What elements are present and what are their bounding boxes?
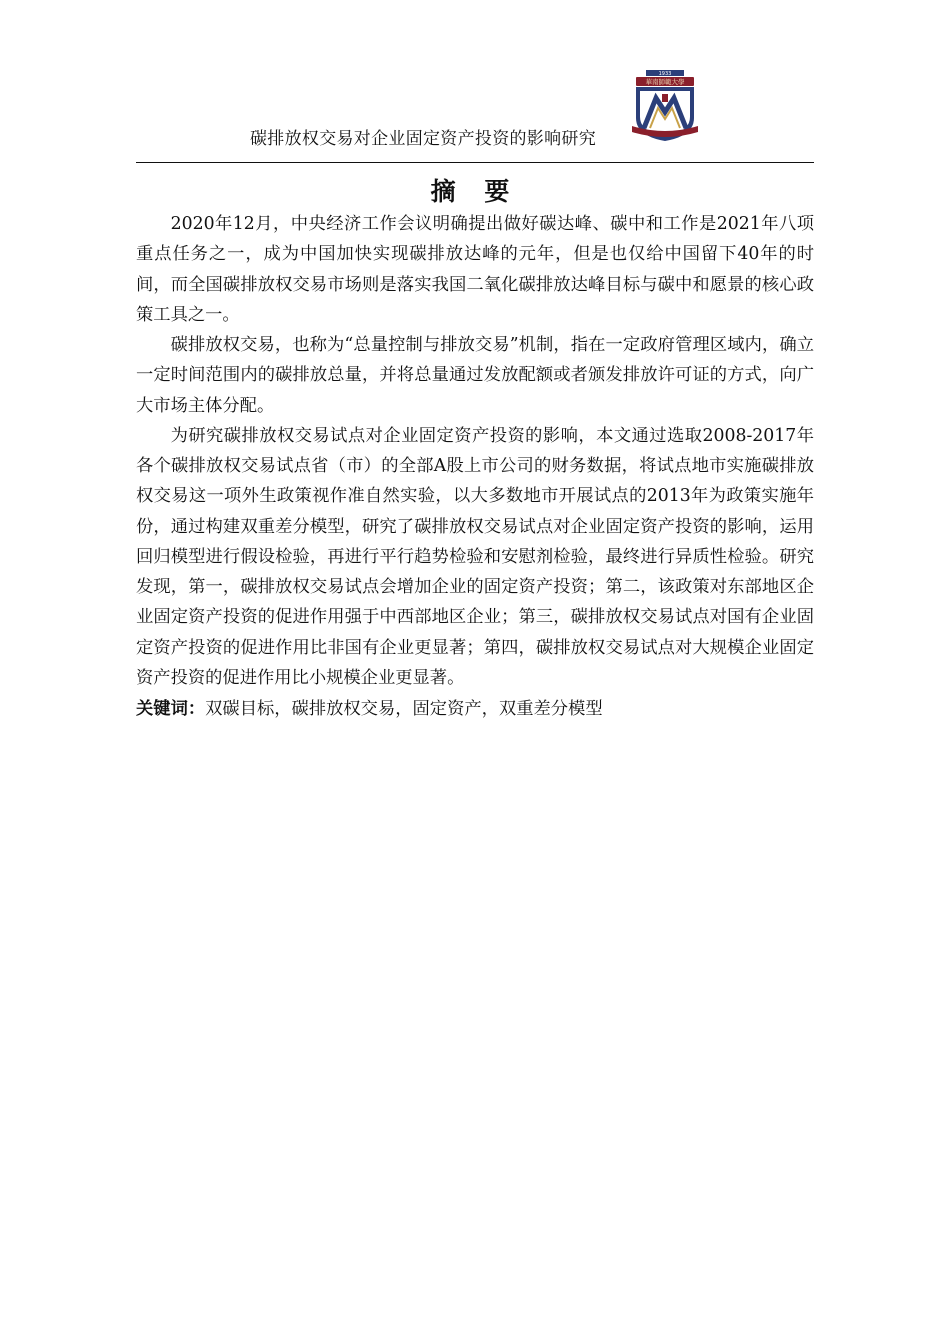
logo-name: 華南師範大學	[645, 78, 685, 86]
keywords-line	[136, 694, 814, 724]
abstract-body	[136, 209, 814, 724]
keywords-label: 关键词：	[136, 699, 206, 719]
abstract-paragraph-1: 2020年12月，中央经济工作会议明确提出做好碳达峰、碳中和工作是2021年八项重点任务之一，成为中国加快实现碳排放达峰的元年，但是也仅给中国留下40年的时间，而全国碳排放权交易市场则是落实我国二氧化碳排放达峰目标与碳中和愿景的核心政策工具之一。	[136, 214, 814, 325]
university-logo	[632, 70, 698, 142]
abstract-paragraph-3: 为研究碳排放权交易试点对企业固定资产投资的影响，本文通过选取2008-2017年各个碳排放权交易试点省（市）的全部A股上市公司的财务数据，将试点地市实施碳排放权交易这一项外生政策视作准自然实验，以大多数地市开展试点的2013年为政策实施年份，通过构建双重差分模型，研究了碳排放权交易试点对企业固定资产投资的影响，运用回归模型进行假设检验，再进行平行趋势检验和安慰剂检验，最终进行异质性检验。研究发现，第一，碳排放权交易试点会增加企业的固定资产投资；第二，该政策对东部地区企业固定资产投资的促进作用强于中西部地区企业；第三，碳排放权交易试点对国有企业固定资产投资的促进作用比非国有企业更显著；第四，碳排放权交易试点对大规模企业固定资产投资的促进作用比小规模企业更显著。	[136, 425, 814, 688]
abstract-heading: 摘 要	[430, 177, 520, 206]
running-header-title: 碳排放权交易对企业固定资产投资的影响研究	[250, 129, 596, 149]
abstract-paragraph-2: 碳排放权交易，也称为“总量控制与排放交易”机制，指在一定政府管理区域内，确立一定时间范围内的碳排放总量，并将总量通过发放配额或者颁发排放许可证的方式，向广大市场主体分配。	[136, 335, 814, 416]
logo-year: 1933	[658, 71, 672, 77]
header-divider	[136, 162, 814, 163]
keywords-list: 双碳目标，碳排放权交易，固定资产，双重差分模型	[205, 699, 603, 719]
